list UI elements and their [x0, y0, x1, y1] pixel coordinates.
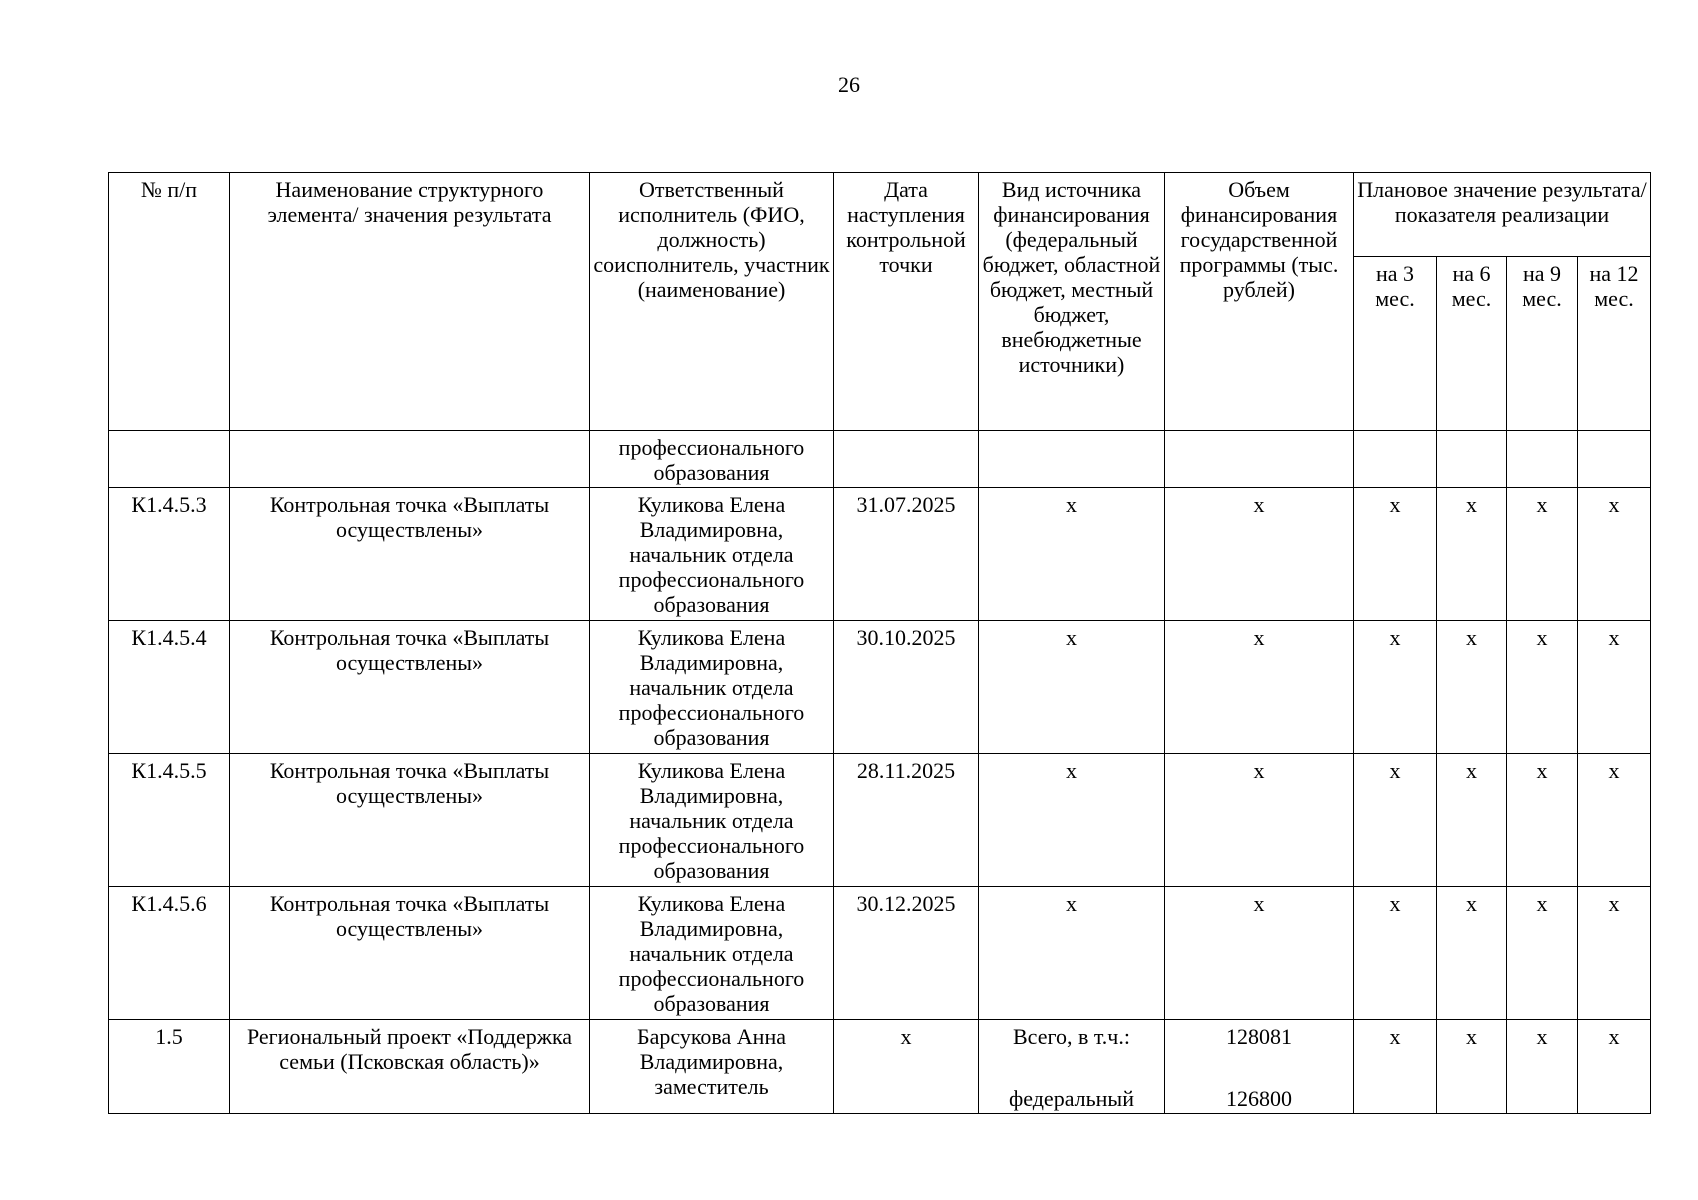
cell-name	[230, 431, 590, 488]
cell-num: 1.5	[109, 1020, 230, 1114]
cell-m9: x	[1507, 621, 1578, 754]
cell-volume	[1165, 431, 1354, 488]
cell-m3: x	[1354, 488, 1437, 621]
cell-m6: x	[1437, 488, 1507, 621]
cell-name: Контрольная точка «Выплаты осуществлены»	[230, 621, 590, 754]
cell-m9: x	[1507, 1020, 1578, 1114]
header-m6: на 6 мес.	[1437, 257, 1507, 431]
cell-date: 31.07.2025	[834, 488, 979, 621]
cell-source	[979, 431, 1165, 488]
cell-name: Контрольная точка «Выплаты осуществлены»	[230, 488, 590, 621]
volume-total-value: 128081	[1226, 1024, 1292, 1049]
cell-date: 30.12.2025	[834, 887, 979, 1020]
cell-num: К1.4.5.4	[109, 621, 230, 754]
table-row-project	[109, 1020, 1651, 1114]
cell-m12: x	[1578, 488, 1651, 621]
header-plan: Плановое значение результата/показателя реализации	[1354, 173, 1651, 257]
cell-num: К1.4.5.5	[109, 754, 230, 887]
cell-m3: x	[1354, 1020, 1437, 1114]
cell-date: 30.10.2025	[834, 621, 979, 754]
cell-source: x	[979, 754, 1165, 887]
cell-source: x	[979, 488, 1165, 621]
cell-volume: x	[1165, 754, 1354, 887]
cell-m9: x	[1507, 887, 1578, 1020]
cell-m9: x	[1507, 754, 1578, 887]
header-m3: на 3 мес.	[1354, 257, 1437, 431]
cell-m6: x	[1437, 887, 1507, 1020]
cell-m9: x	[1507, 488, 1578, 621]
cell-m12: x	[1578, 887, 1651, 1020]
source-total-label: Всего, в т.ч.:	[1013, 1024, 1130, 1049]
cell-m6: x	[1437, 621, 1507, 754]
cell-date: x	[834, 1020, 979, 1114]
cell-date	[834, 431, 979, 488]
cell-source: x	[979, 887, 1165, 1020]
header-volume: Объем финансирования государственной программы (тыс. рублей)	[1165, 173, 1354, 431]
cell-source: x	[979, 621, 1165, 754]
table-row	[109, 887, 1651, 1020]
cell-executor: Куликова Елена Владимировна, начальник отдела профессионального образования	[590, 754, 834, 887]
volume-federal-value: 126800	[1226, 1086, 1292, 1111]
cell-m12: x	[1578, 1020, 1651, 1114]
header-num: № п/п	[109, 173, 230, 431]
cell-volume	[1165, 1020, 1354, 1114]
header-date: Дата наступления контрольной точки	[834, 173, 979, 431]
cell-executor: Барсукова Анна Владимировна, заместитель	[590, 1020, 834, 1114]
cell-executor: профессионального образования	[590, 431, 834, 488]
cell-name: Региональный проект «Поддержка семьи (Псковская область)»	[230, 1020, 590, 1114]
cell-num	[109, 431, 230, 488]
plan-table	[108, 172, 1651, 1114]
page-number: 26	[838, 72, 860, 97]
cell-name: Контрольная точка «Выплаты осуществлены»	[230, 754, 590, 887]
header-row	[109, 173, 1651, 257]
header-name: Наименование структурного элемента/ значения результата	[230, 173, 590, 431]
cell-m3: x	[1354, 887, 1437, 1020]
table-row	[109, 754, 1651, 887]
cell-m3	[1354, 431, 1437, 488]
cell-volume: x	[1165, 887, 1354, 1020]
cell-m12	[1578, 431, 1651, 488]
cell-name: Контрольная точка «Выплаты осуществлены»	[230, 887, 590, 1020]
cell-source	[979, 1020, 1165, 1114]
continuation-row	[109, 431, 1651, 488]
header-m9: на 9 мес.	[1507, 257, 1578, 431]
table-row	[109, 488, 1651, 621]
cell-volume: x	[1165, 488, 1354, 621]
cell-m6: x	[1437, 754, 1507, 887]
cell-num: К1.4.5.6	[109, 887, 230, 1020]
cell-executor: Куликова Елена Владимировна, начальник отдела профессионального образования	[590, 621, 834, 754]
cell-m3: x	[1354, 754, 1437, 887]
cell-executor: Куликова Елена Владимировна, начальник отдела профессионального образования	[590, 488, 834, 621]
cell-m6	[1437, 431, 1507, 488]
source-federal-label: федеральный	[1009, 1086, 1134, 1111]
cell-num: К1.4.5.3	[109, 488, 230, 621]
header-executor: Ответственный исполнитель (ФИО, должность) соисполнитель, участник (наименование)	[590, 173, 834, 431]
header-m12: на 12 мес.	[1578, 257, 1651, 431]
cell-m9	[1507, 431, 1578, 488]
cell-m3: x	[1354, 621, 1437, 754]
cell-volume: x	[1165, 621, 1354, 754]
header-source: Вид источника финансирования (федеральный бюджет, областной бюджет, местный бюджет, внебюджетные источники)	[979, 173, 1165, 431]
cell-executor: Куликова Елена Владимировна, начальник отдела профессионального образования	[590, 887, 834, 1020]
cell-m6: x	[1437, 1020, 1507, 1114]
cell-m12: x	[1578, 754, 1651, 887]
table-row	[109, 621, 1651, 754]
cell-m12: x	[1578, 621, 1651, 754]
cell-date: 28.11.2025	[834, 754, 979, 887]
